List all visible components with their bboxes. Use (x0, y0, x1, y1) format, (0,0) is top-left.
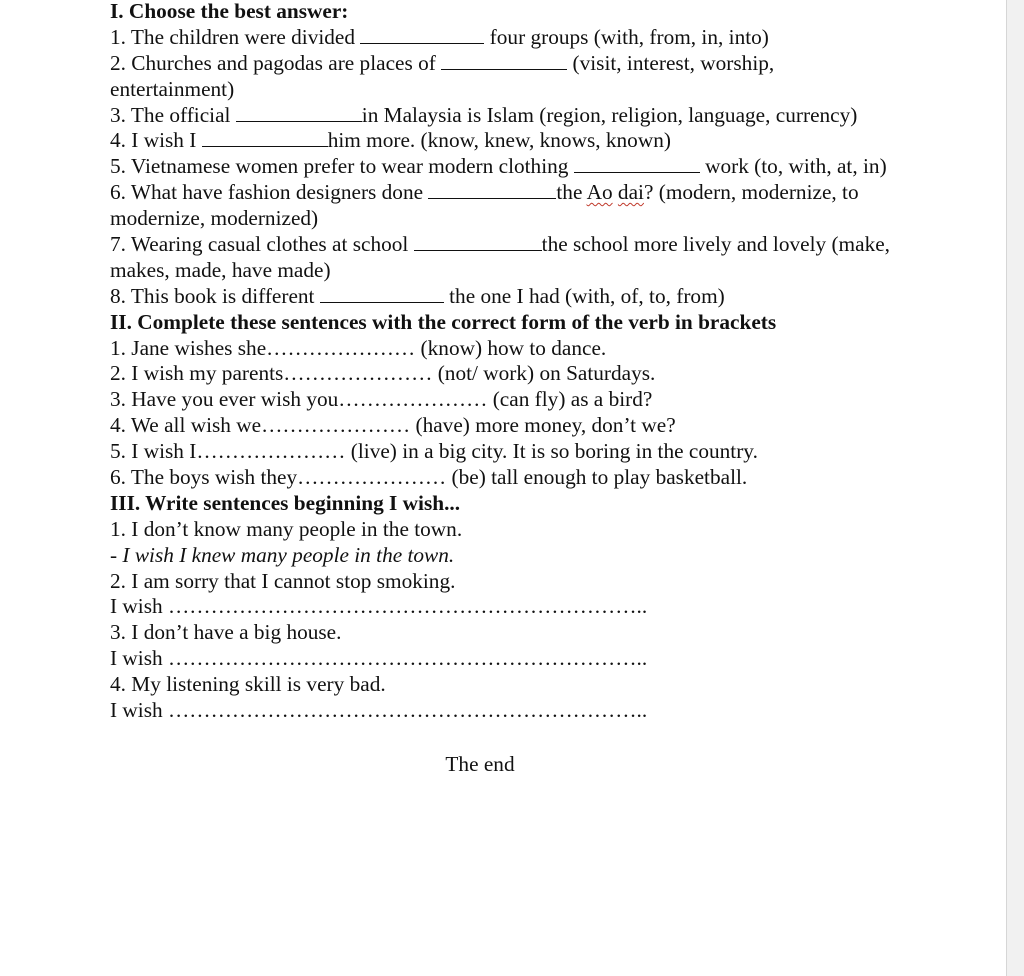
spellcheck-word: Ao (586, 180, 613, 205)
question-options: (visit, interest, worship, (567, 50, 775, 75)
answer-line: I wish ………………………………………………………….. (110, 594, 648, 619)
question-3-2: 2. I am sorry that I cannot stop smoking. (110, 568, 456, 593)
answer-blank (428, 180, 556, 199)
section-2-heading: II. Complete these sentences with the correct form of the verb in brackets (110, 309, 777, 334)
question-options: work (to, with, at, in) (699, 154, 887, 179)
question-text: 4. I wish I (110, 128, 202, 153)
answer-blank (360, 25, 484, 44)
question-text: 6. What have fashion designers done (110, 180, 429, 205)
question-text: 1. The children were divided (110, 24, 361, 49)
question-text: 5. Vietnamese women prefer to wear modern clothing (110, 154, 574, 179)
question-options: him more. (know, knew, knows, known) (327, 128, 671, 153)
question-options: ? (modern, modernize, to (643, 180, 859, 205)
question-options: the one I had (with, of, to, from) (443, 283, 725, 308)
question-1-1 (110, 25, 990, 51)
question-1-7 (110, 232, 990, 258)
end-label: The end (445, 752, 515, 776)
question-1-5 (110, 154, 990, 180)
worksheet-content (110, 0, 990, 724)
answer-blank (441, 51, 567, 70)
answer-blank (574, 154, 700, 173)
answer-line: I wish ………………………………………………………….. (110, 698, 648, 723)
question-1-2 (110, 51, 990, 77)
question-2-6: 6. The boys wish they………………… (be) tall enough to play basketball. (110, 465, 748, 490)
answer-blank (236, 103, 362, 122)
answer-blank (202, 128, 328, 147)
question-2-1: 1. Jane wishes she………………… (know) how to dance. (110, 335, 607, 360)
section-3-heading: III. Write sentences beginning I wish... (110, 490, 461, 515)
question-3-3: 3. I don’t have a big house. (110, 620, 342, 645)
section-1-heading: I. Choose the best answer: (110, 0, 349, 23)
question-2-4: 4. We all wish we………………… (have) more money, don’t we? (110, 413, 676, 438)
question-1-6-continued: modernize, modernized) (110, 206, 319, 231)
page-edge-divider (1006, 0, 1024, 976)
question-1-6 (110, 180, 990, 206)
answer-blank (414, 232, 542, 251)
answer-blank (320, 284, 444, 303)
question-1-8 (110, 284, 990, 310)
question-options: the school more lively and lovely (make, (541, 232, 890, 257)
question-1-7-continued: makes, made, have made) (110, 257, 331, 282)
question-text: 8. This book is different (110, 283, 320, 308)
question-text: 3. The official (110, 102, 236, 127)
example-answer: - I wish I knew many people in the town. (110, 542, 455, 567)
question-options: in Malaysia is Islam (region, religion, language, currency) (361, 102, 858, 127)
question-3-4: 4. My listening skill is very bad. (110, 672, 386, 697)
question-1-4 (110, 128, 990, 154)
question-2-3: 3. Have you ever wish you………………… (can fly) as a bird? (110, 387, 653, 412)
question-text-after: the (556, 180, 587, 205)
question-text: 7. Wearing casual clothes at school (110, 232, 414, 257)
question-1-3 (110, 103, 990, 129)
question-1-2-continued: entertainment) (110, 76, 235, 101)
question-2-2: 2. I wish my parents………………… (not/ work) on Saturdays. (110, 361, 656, 386)
question-options: four groups (with, from, in, into) (484, 24, 769, 49)
question-3-1: 1. I don’t know many people in the town. (110, 516, 463, 541)
spellcheck-word: dai (617, 180, 644, 205)
question-text: 2. Churches and pagodas are places of (110, 50, 442, 75)
question-2-5: 5. I wish I………………… (live) in a big city. It is so boring in the country. (110, 439, 758, 464)
answer-line: I wish ………………………………………………………….. (110, 646, 648, 671)
